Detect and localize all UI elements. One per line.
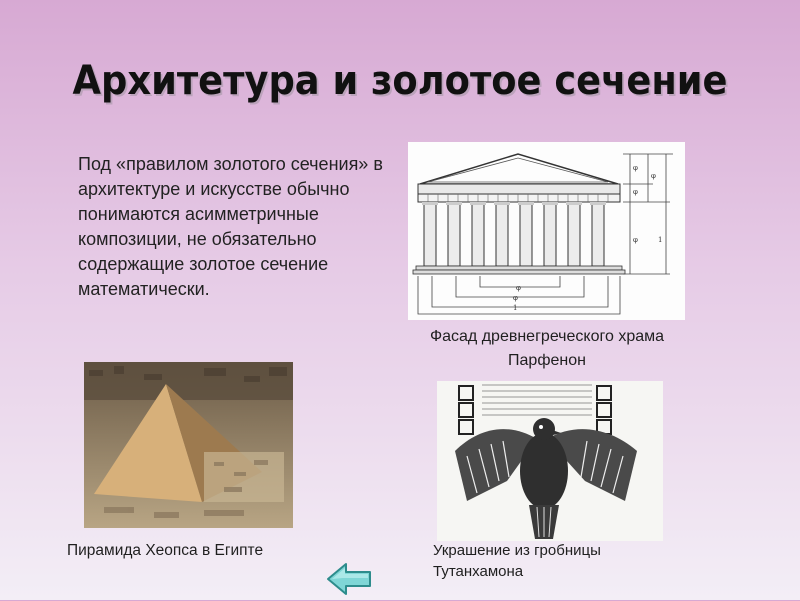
svg-text:1: 1	[513, 304, 518, 312]
slide-title: Архитетура и золотое сечение	[72, 58, 728, 104]
svg-text:φ: φ	[651, 172, 656, 180]
arrow-left-icon	[326, 562, 372, 596]
parthenon-caption: Фасад древнегреческого храма Парфенон	[429, 328, 665, 369]
parthenon-facade-icon	[408, 142, 685, 320]
svg-text:φ: φ	[513, 294, 518, 302]
svg-text:1: 1	[658, 236, 663, 244]
intro-paragraph: Под «правилом золотого сечения» в архитектуре и искусстве обычно понимаются асимметричные композиции, не обязательно содержащие золотое сечение математически.	[78, 154, 383, 299]
eagle-ornament-icon	[437, 381, 663, 541]
pyramid-photo-icon	[84, 362, 293, 528]
svg-text:φ: φ	[516, 284, 521, 292]
svg-text:φ: φ	[633, 188, 638, 196]
back-button[interactable]	[326, 562, 372, 596]
svg-text:φ: φ	[633, 164, 638, 172]
pyramid-image	[84, 362, 293, 528]
parthenon-image	[408, 142, 685, 320]
eagle-caption: Украшение из гробницы Тутанхамона	[433, 542, 601, 580]
pyramid-caption: Пирамида Хеопса в Египте	[67, 542, 264, 559]
svg-text:φ: φ	[633, 236, 638, 244]
eagle-image	[437, 381, 663, 541]
